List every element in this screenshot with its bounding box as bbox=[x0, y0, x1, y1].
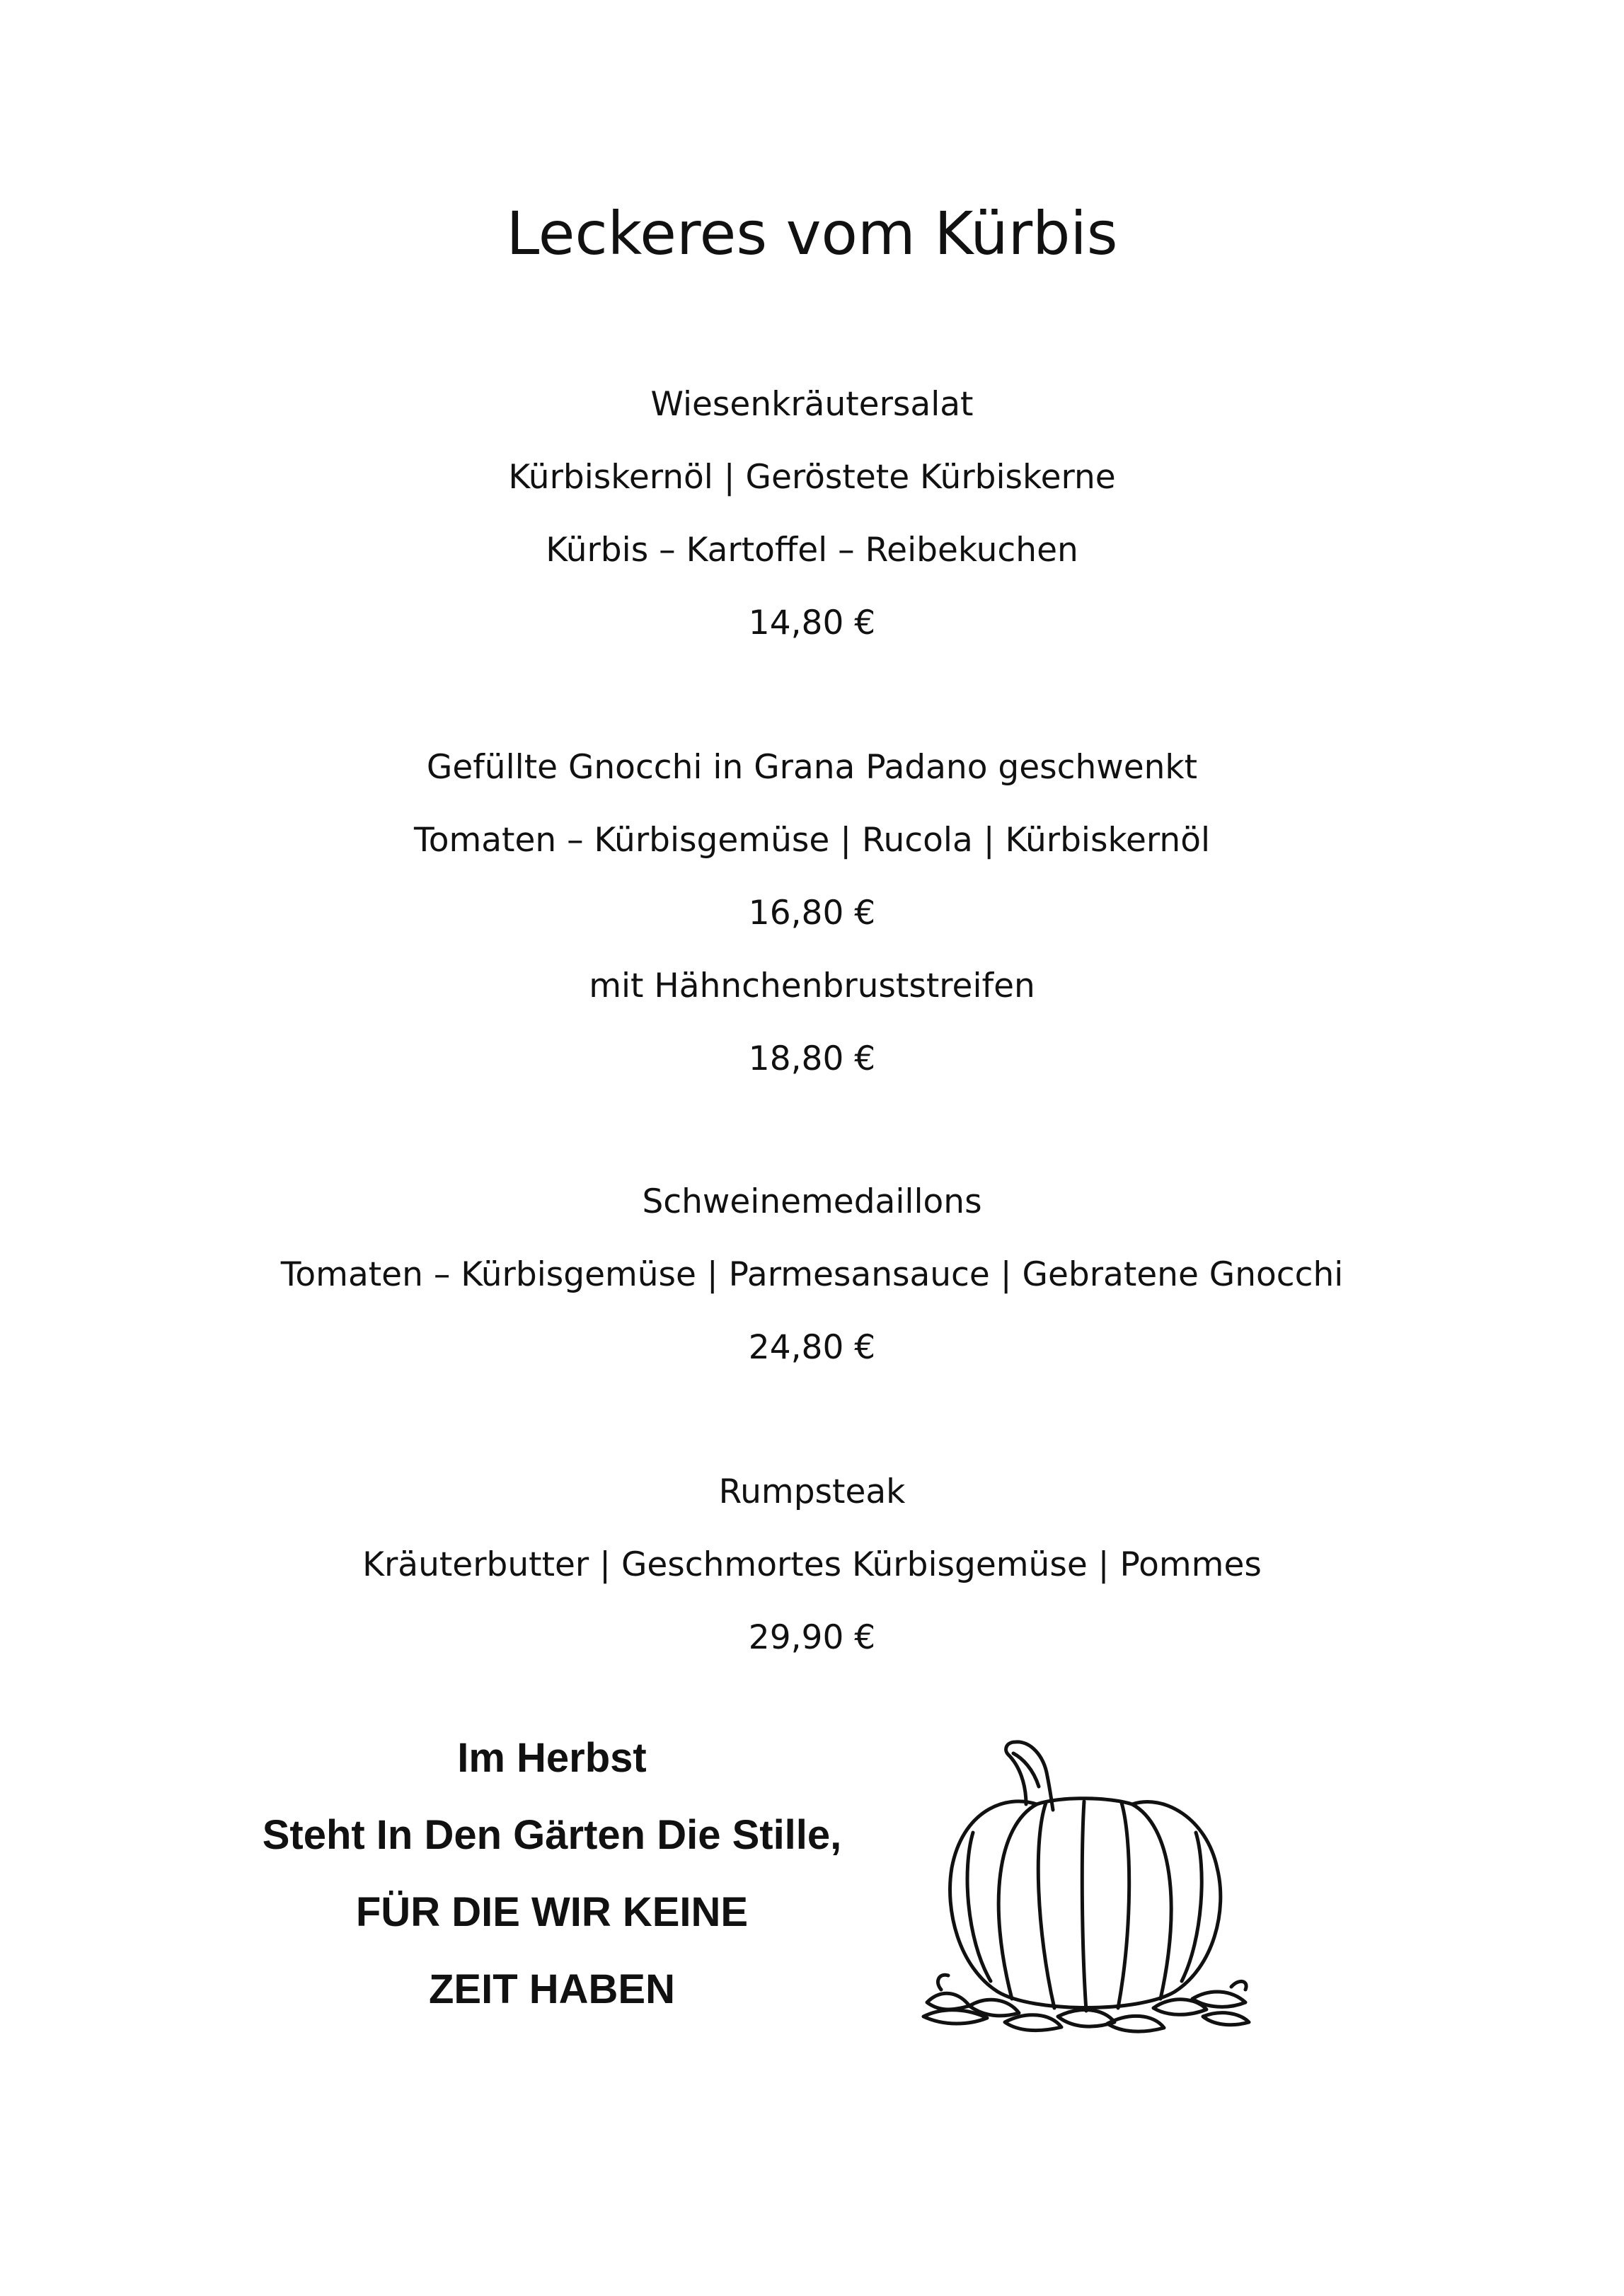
dish-description: Kürbiskernöl | Geröstete Kürbiskerne bbox=[508, 458, 1116, 497]
dish-name: Wiesenkräutersalat bbox=[650, 385, 974, 424]
dish-rumpsteak bbox=[0, 1455, 1624, 1674]
dish-price: 29,90 € bbox=[748, 1618, 876, 1657]
quote-line: ZEIT HABEN bbox=[429, 1966, 675, 2012]
dish-description: Tomaten – Kürbisgemüse | Rucola | Kürbiskernöl bbox=[413, 821, 1211, 860]
dish-name: Schweinemedaillons bbox=[642, 1182, 982, 1221]
pumpkin-icon bbox=[920, 1726, 1252, 2038]
dish-description: Kürbis – Kartoffel – Reibekuchen bbox=[546, 531, 1078, 570]
page-title: Leckeres vom Kürbis bbox=[506, 199, 1118, 268]
quote-line: Im Herbst bbox=[457, 1735, 647, 1781]
autumn-quote bbox=[163, 1719, 941, 2028]
dish-name: Rumpsteak bbox=[718, 1472, 906, 1511]
dish-description: Kräuterbutter | Geschmortes Kürbisgemüse | Pommes bbox=[362, 1545, 1262, 1584]
dish-price: 16,80 € bbox=[748, 894, 876, 933]
dish-schweinemedaillons bbox=[0, 1165, 1624, 1384]
dish-name: Gefüllte Gnocchi in Grana Padano geschwenkt bbox=[426, 748, 1198, 787]
dish-extra: mit Hähnchenbruststreifen bbox=[589, 967, 1035, 1005]
dish-extra-price: 18,80 € bbox=[748, 1039, 876, 1078]
dish-gnocchi bbox=[0, 731, 1624, 1095]
quote-line: FÜR DIE WIR KEINE bbox=[355, 1889, 749, 1935]
dish-price: 14,80 € bbox=[748, 604, 876, 642]
dish-price: 24,80 € bbox=[748, 1328, 876, 1367]
dish-description: Tomaten – Kürbisgemüse | Parmesansauce | Gebratene Gnocchi bbox=[280, 1255, 1344, 1294]
dish-wiesenkraeutersalat bbox=[0, 368, 1624, 659]
quote-line: Steht In Den Gärten Die Stille, bbox=[262, 1812, 842, 1858]
